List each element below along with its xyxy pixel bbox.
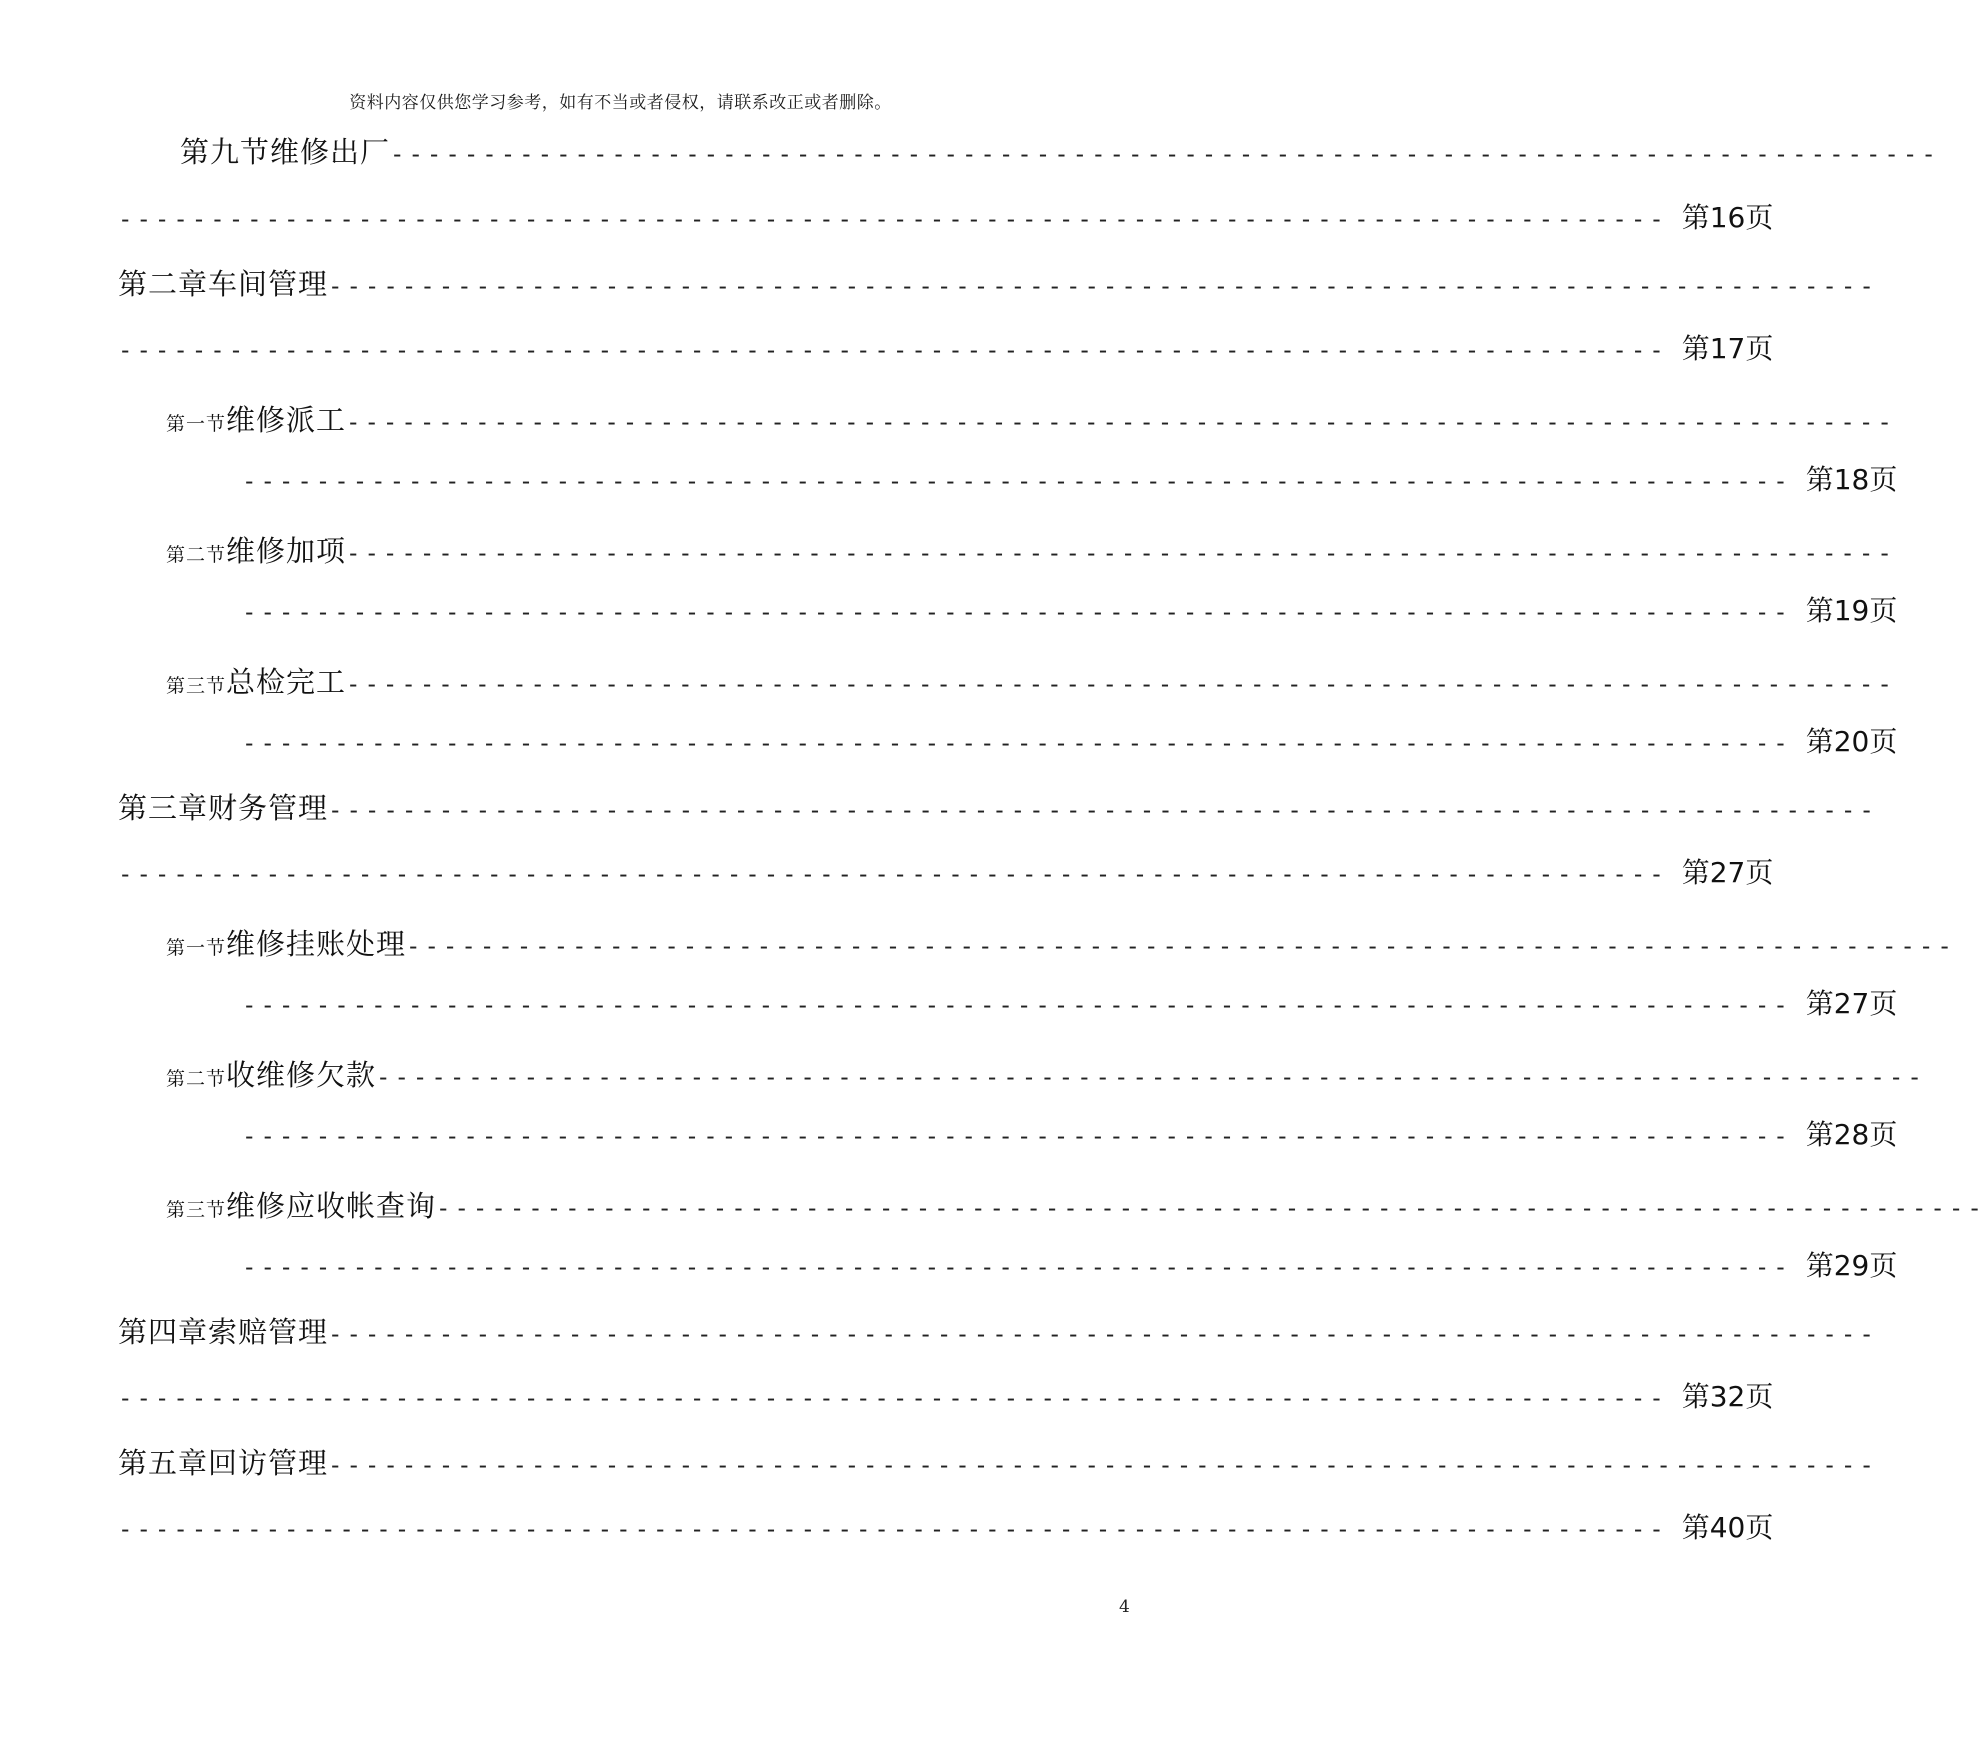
leader-dashes: ------------------------------------------------------------------------------------ — [390, 140, 1940, 168]
leader-dashes: ------------------------------------------------------------------------------------ — [118, 860, 1668, 888]
toc-entry-page: 第18页 — [1805, 463, 1898, 496]
toc-entry-page: 第27页 — [1681, 856, 1774, 889]
toc-entry-page: 第29页 — [1805, 1249, 1898, 1282]
toc-entry-title: 维修加项 — [226, 534, 347, 568]
leader-dashes: ------------------------------------------------------------------------------------ — [242, 729, 1792, 757]
toc-entry-prefix: 第四章 — [118, 1315, 209, 1349]
toc-entry-page: 第28页 — [1805, 1118, 1898, 1151]
toc-entry-prefix: 第一节 — [166, 937, 227, 959]
leader-dashes: ------------------------------------------------------------------------------------ — [328, 1320, 1878, 1348]
toc-entry-prefix: 第一节 — [166, 413, 227, 435]
leader-dashes: ------------------------------------------------------------------------------------ — [346, 539, 1896, 567]
leader-dashes: ------------------------------------------------------------------------------------ — [242, 1122, 1792, 1150]
toc-entry-title: 财务管理 — [208, 791, 329, 825]
leader-dashes: ------------------------------------------------------------------------------------ — [118, 1384, 1668, 1412]
toc-entry-prefix: 第三节 — [166, 1199, 227, 1221]
leader-dashes: ------------------------------------------------------------------------------------ — [118, 336, 1668, 364]
leader-dashes: ------------------------------------------------------------------------------------ — [346, 670, 1896, 698]
toc-entry-title: 车间管理 — [208, 267, 329, 301]
toc-entry-page: 第19页 — [1805, 594, 1898, 627]
leader-dashes: ------------------------------------------------------------------------------------ — [376, 1063, 1926, 1091]
toc-entry-prefix: 第三节 — [166, 675, 227, 697]
leader-dashes: ------------------------------------------------------------------------------------ — [328, 272, 1878, 300]
toc-entry-page: 第17页 — [1681, 332, 1774, 365]
toc-entry-page: 第32页 — [1681, 1380, 1774, 1413]
toc-entry-prefix: 第二节 — [166, 544, 227, 566]
toc-entry-page: 第27页 — [1805, 987, 1898, 1020]
leader-dashes: ------------------------------------------------------------------------------------ — [346, 408, 1896, 436]
leader-dashes: ------------------------------------------------------------------------------------ — [118, 1515, 1668, 1543]
toc-entry-title: 总检完工 — [226, 665, 347, 699]
leader-dashes: ------------------------------------------------------------------------------------ — [242, 1253, 1792, 1281]
toc-entry-page: 第16页 — [1681, 201, 1774, 234]
leader-dashes: ------------------------------------------------------------------------------------ — [436, 1194, 1986, 1222]
toc-entry-title: 收维修欠款 — [226, 1058, 377, 1092]
leader-dashes: ------------------------------------------------------------------------------------ — [328, 796, 1878, 824]
toc-entry-prefix: 第九节 — [180, 135, 271, 169]
copyright-notice: 资料内容仅供您学习参考，如有不当或者侵权，请联系改正或者删除。 — [349, 93, 892, 113]
toc-entry-page: 第40页 — [1681, 1511, 1774, 1544]
leader-dashes: ------------------------------------------------------------------------------------ — [242, 598, 1792, 626]
toc-entry-prefix: 第二节 — [166, 1068, 227, 1090]
toc-entry-title: 回访管理 — [208, 1446, 329, 1480]
leader-dashes: ------------------------------------------------------------------------------------ — [242, 467, 1792, 495]
toc-entry-title: 维修挂账处理 — [226, 927, 407, 961]
leader-dashes: ------------------------------------------------------------------------------------ — [242, 991, 1792, 1019]
toc-entry-prefix: 第五章 — [118, 1446, 209, 1480]
page-number: 4 — [1119, 1597, 1130, 1617]
toc-entry-title: 维修派工 — [226, 403, 347, 437]
toc-entry-title: 维修出厂 — [270, 135, 391, 169]
toc-entry-page: 第20页 — [1805, 725, 1898, 758]
leader-dashes: ------------------------------------------------------------------------------------ — [118, 205, 1668, 233]
leader-dashes: ------------------------------------------------------------------------------------ — [328, 1451, 1878, 1479]
toc-entry-prefix: 第三章 — [118, 791, 209, 825]
toc-entry-title: 索赔管理 — [208, 1315, 329, 1349]
leader-dashes: ------------------------------------------------------------------------------------ — [406, 932, 1956, 960]
toc-entry-prefix: 第二章 — [118, 267, 209, 301]
toc-entry-title: 维修应收帐查询 — [226, 1189, 437, 1223]
